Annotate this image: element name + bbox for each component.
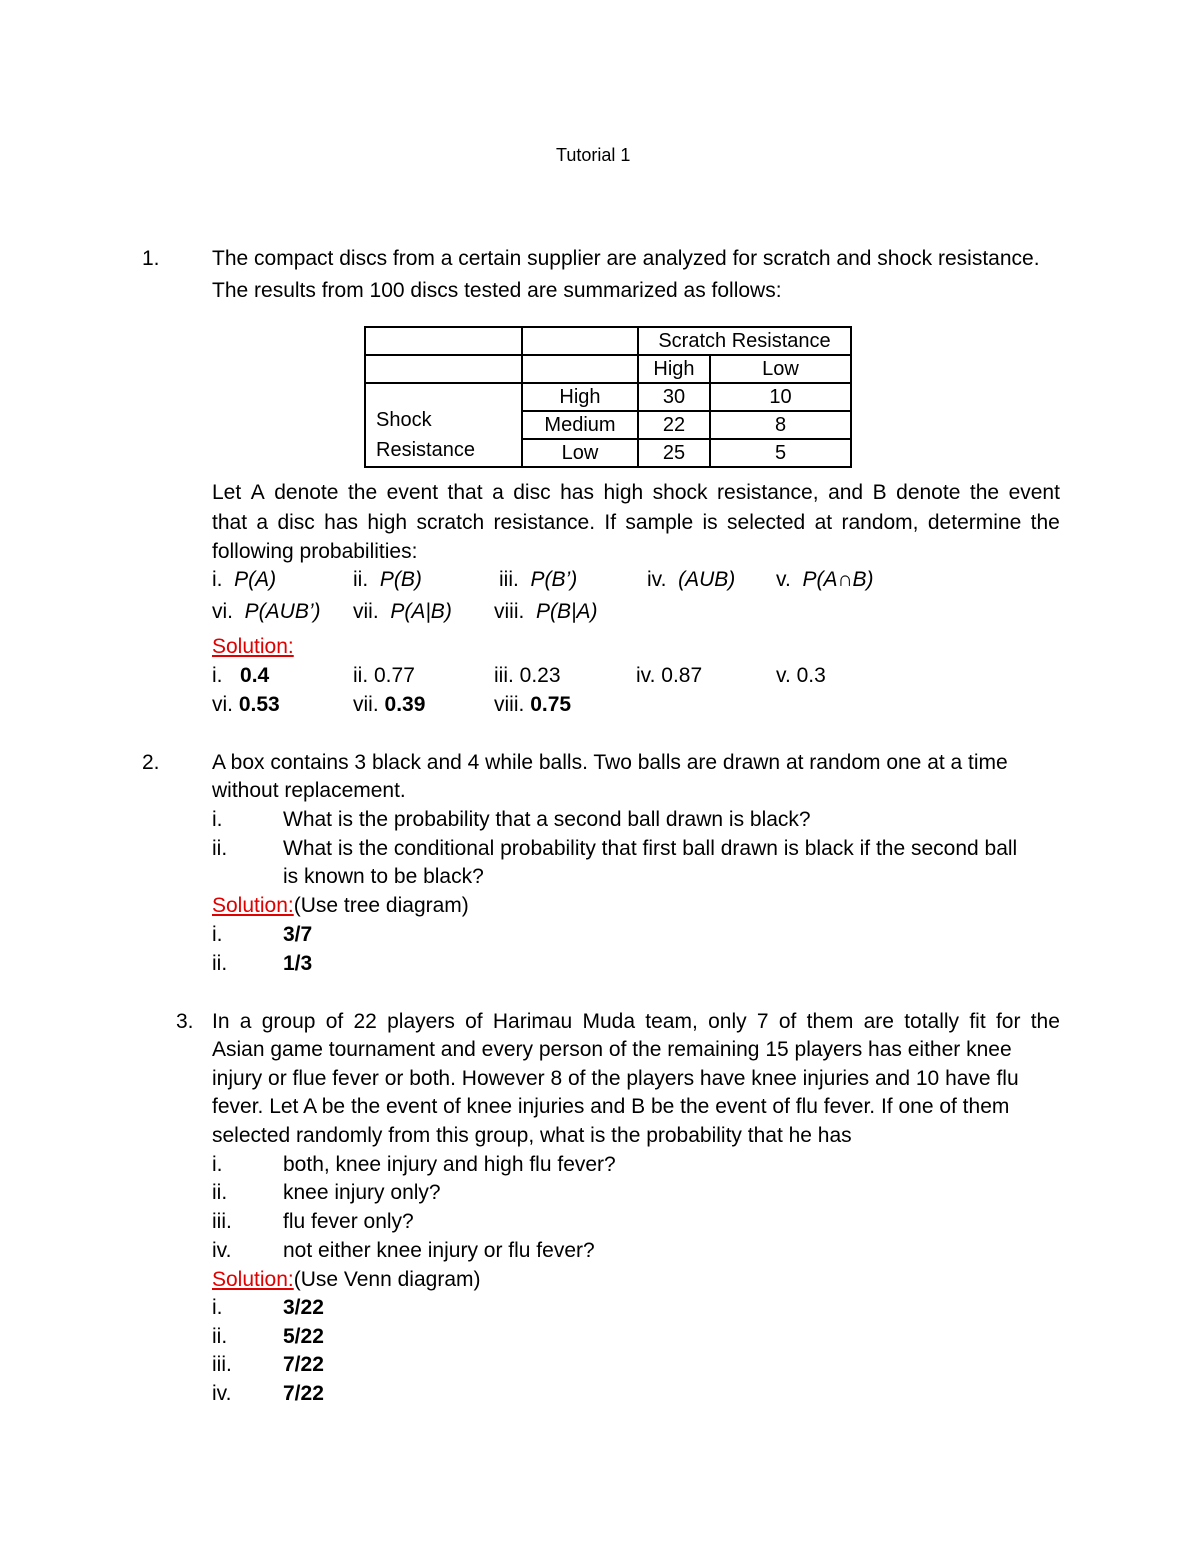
answer-iv: iv. 0.87 — [636, 664, 703, 687]
question-3-number: 3. — [176, 1010, 194, 1033]
question-1-number: 1. — [142, 247, 160, 270]
word: at — [814, 511, 833, 534]
question-1-paragraph-line-1 — [212, 482, 1060, 503]
word: Let — [212, 481, 242, 504]
scratch-low-header: Low — [710, 355, 851, 383]
solution-label: Solution: — [212, 894, 294, 917]
word: for — [995, 1010, 1021, 1033]
question-1-solution-label: Solution: — [212, 635, 294, 658]
question-3-answer-value: 5/22 — [283, 1325, 324, 1348]
option-expression: P(AUB’) — [244, 600, 321, 623]
word: random, — [841, 511, 919, 534]
option-label: iii. — [499, 568, 519, 591]
word: that — [447, 481, 483, 504]
question-1-paragraph-line-3: following probabilities: — [212, 540, 418, 563]
table-cell: 8 — [710, 411, 851, 439]
answer-label: i. — [212, 664, 223, 687]
scratch-resistance-header: Scratch Resistance — [638, 327, 851, 355]
question-3-sub-text: knee injury only? — [283, 1181, 441, 1204]
question-2-sub-label: ii. — [212, 837, 228, 860]
word: of — [778, 1010, 797, 1033]
shock-row-label: Low — [522, 439, 638, 467]
option-expression: P(A∩B) — [802, 568, 874, 591]
question-3-answer-value: 7/22 — [283, 1382, 324, 1405]
question-2-sub-text: What is the probability that a second ball drawn is black? — [283, 808, 811, 831]
word: resistance. — [493, 511, 596, 534]
option-vii — [353, 601, 452, 622]
word: totally — [904, 1010, 960, 1033]
answer-viii — [494, 694, 571, 715]
word: high — [367, 511, 408, 534]
word: 22 — [353, 1010, 377, 1033]
solution-label: Solution: — [212, 1268, 294, 1291]
shock-row-label: Medium — [522, 411, 638, 439]
word: Harimau — [492, 1010, 573, 1033]
question-2-number: 2. — [142, 751, 160, 774]
word: B — [872, 481, 887, 504]
question-2-solution — [212, 895, 469, 916]
option-label: vi. — [212, 600, 233, 623]
word: A — [250, 481, 265, 504]
question-1-paragraph-line-2 — [212, 512, 1060, 533]
question-3-sub-text: not either knee injury or flu fever? — [283, 1239, 595, 1262]
option-expression: P(B’) — [530, 568, 578, 591]
page-title: Tutorial 1 — [556, 145, 631, 165]
question-3-line-5: selected randomly from this group, what is the probability that he has — [212, 1124, 852, 1147]
question-3-solution — [212, 1269, 481, 1290]
question-2-line-1: A box contains 3 black and 4 while balls. Two balls are drawn at random one at a time — [212, 751, 1008, 774]
answer-value: 0.75 — [530, 693, 572, 716]
word: players — [387, 1010, 455, 1033]
question-2-sub-text-cont: is known to be black? — [283, 865, 484, 888]
answer-value: 0.39 — [384, 693, 426, 716]
word: resistance, — [717, 481, 819, 504]
question-3-sub-text: flu fever only? — [283, 1210, 414, 1233]
question-2-answer-value: 3/7 — [283, 923, 313, 946]
word: high — [603, 481, 644, 504]
question-3-line-2: Asian game tournament and every person of the remaining 15 players has either knee — [212, 1038, 1012, 1061]
shock-label-line-1: Shock — [376, 409, 432, 431]
word: the — [969, 481, 1000, 504]
solution-note: (Use tree diagram) — [293, 894, 469, 917]
option-expression: P(B|A) — [536, 600, 598, 623]
word: denote — [274, 481, 339, 504]
word: sample — [625, 511, 694, 534]
question-2-sub-text: What is the conditional probability that first ball drawn is black if the second ball — [283, 837, 1018, 860]
word: the — [347, 481, 378, 504]
table-empty-cell — [522, 355, 638, 383]
resistance-table — [364, 326, 852, 468]
word: of — [465, 1010, 483, 1033]
option-expression: P(A) — [234, 568, 277, 591]
question-3-answer-label: ii. — [212, 1325, 228, 1348]
answer-vii — [353, 694, 425, 715]
question-3-answer-label: i. — [212, 1296, 223, 1319]
word: 7 — [756, 1010, 769, 1033]
table-cell: 5 — [710, 439, 851, 467]
question-2-answer-label: i. — [212, 923, 223, 946]
option-viii — [494, 601, 597, 622]
table-empty-cell — [365, 327, 522, 355]
option-expression: (AUB) — [678, 568, 736, 591]
word: Muda — [582, 1010, 636, 1033]
word: team, — [645, 1010, 698, 1033]
answer-vi — [212, 694, 280, 715]
word: determine — [927, 511, 1022, 534]
question-3-sub-label: ii. — [212, 1181, 228, 1204]
table-cell: 30 — [638, 383, 710, 411]
answer-i — [212, 665, 269, 686]
word: has — [560, 481, 594, 504]
question-3-line-4: fever. Let A be the event of knee injuries and B be the event of flu fever. If one of them — [212, 1095, 1010, 1118]
word: a — [239, 1010, 252, 1033]
word: scratch — [416, 511, 485, 534]
word: event — [386, 481, 439, 504]
word: event — [1008, 481, 1060, 504]
word: fit — [969, 1010, 986, 1033]
table-cell: 10 — [710, 383, 851, 411]
word: a — [256, 511, 269, 534]
table-cell: 22 — [638, 411, 710, 439]
word: If — [604, 511, 617, 534]
answer-iii: iii. 0.23 — [494, 664, 561, 687]
word: group — [261, 1010, 316, 1033]
word: has — [324, 511, 359, 534]
word: and — [828, 481, 864, 504]
answer-value: 0.53 — [238, 693, 280, 716]
question-1-line-2: The results from 100 discs tested are summarized as follows: — [212, 279, 782, 302]
question-3-answer-label: iv. — [212, 1382, 232, 1405]
word: that — [212, 511, 248, 534]
option-expression: P(B) — [379, 568, 422, 591]
answer-value: 0.4 — [240, 664, 270, 687]
option-expression: P(A|B) — [390, 600, 452, 623]
word: a — [492, 481, 504, 504]
option-iv — [647, 569, 735, 590]
word: disc — [513, 481, 551, 504]
option-ii — [353, 569, 422, 590]
question-3-sub-label: iii. — [212, 1210, 232, 1233]
question-3-sub-label: iv. — [212, 1239, 232, 1262]
word: the — [1030, 511, 1060, 534]
question-3-sub-label: i. — [212, 1153, 223, 1176]
word: are — [863, 1010, 894, 1033]
word: In — [212, 1010, 230, 1033]
word: shock — [652, 481, 708, 504]
word: of — [325, 1010, 344, 1033]
question-3-sub-text: both, knee injury and high flu fever? — [283, 1153, 616, 1176]
word: denote — [896, 481, 961, 504]
option-label: v. — [776, 568, 791, 591]
question-2-sub-label: i. — [212, 808, 223, 831]
option-i — [212, 569, 276, 590]
answer-label: vii. — [353, 693, 379, 716]
answer-ii: ii. 0.77 — [353, 664, 415, 687]
answer-label: vi. — [212, 693, 233, 716]
question-1-line-1: The compact discs from a certain supplier are analyzed for scratch and shock resistance. — [212, 247, 1040, 270]
answer-v: v. 0.3 — [776, 664, 826, 687]
shock-resistance-label — [365, 383, 522, 467]
scratch-high-header: High — [638, 355, 710, 383]
word: them — [806, 1010, 854, 1033]
question-3-answer-value: 3/22 — [283, 1296, 324, 1319]
table-empty-cell — [365, 355, 522, 383]
question-3-line-1 — [212, 1011, 1060, 1032]
option-v — [776, 569, 874, 590]
shock-label-line-2: Resistance — [376, 439, 475, 461]
question-3-line-3: injury or flue fever or both. However 8 of the players have knee injuries and 10 have flu — [212, 1067, 1019, 1090]
option-iii — [499, 569, 577, 590]
option-label: vii. — [353, 600, 379, 623]
option-label: viii. — [494, 600, 525, 623]
question-2-answer-label: ii. — [212, 952, 228, 975]
table-cell: 25 — [638, 439, 710, 467]
option-label: i. — [212, 568, 223, 591]
word: selected — [727, 511, 806, 534]
word: disc — [277, 511, 315, 534]
question-3-answer-label: iii. — [212, 1353, 232, 1376]
question-2-line-2: without replacement. — [212, 779, 406, 802]
question-2-answer-value: 1/3 — [283, 952, 313, 975]
solution-note: (Use Venn diagram) — [293, 1268, 481, 1291]
word: only — [708, 1010, 747, 1033]
question-3-answer-value: 7/22 — [283, 1353, 324, 1376]
word: is — [702, 511, 718, 534]
word: the — [1030, 1010, 1060, 1033]
option-label: iv. — [647, 568, 667, 591]
option-vi — [212, 601, 321, 622]
shock-row-label: High — [522, 383, 638, 411]
answer-label: viii. — [494, 693, 525, 716]
option-label: ii. — [353, 568, 369, 591]
table-empty-cell — [522, 327, 638, 355]
